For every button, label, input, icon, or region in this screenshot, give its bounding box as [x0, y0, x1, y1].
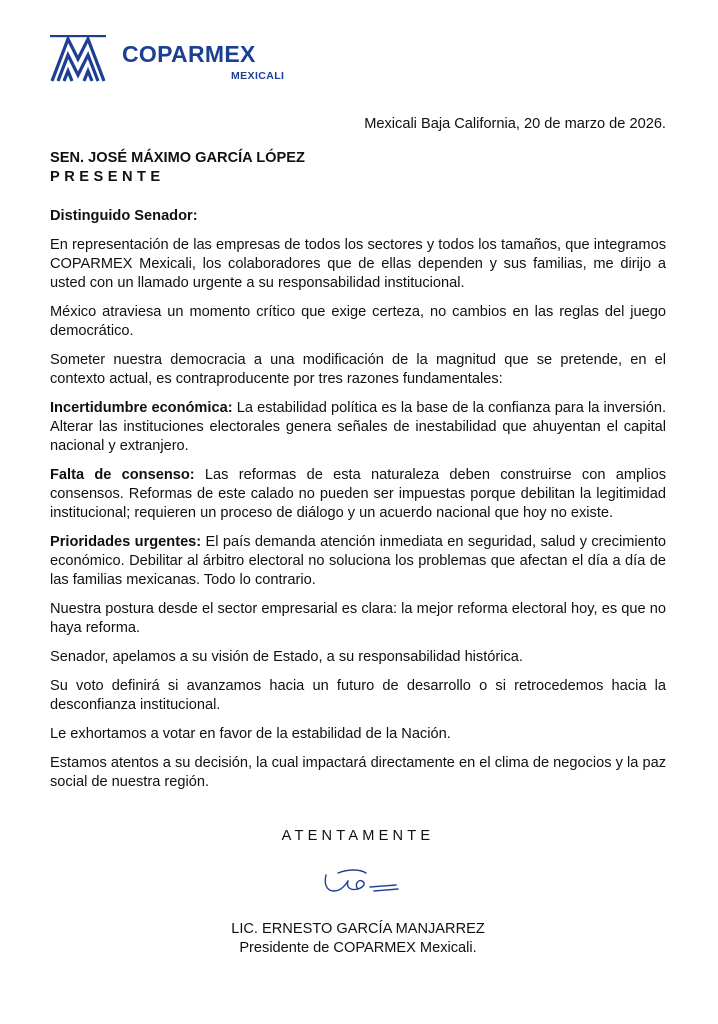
paragraph-text: Le exhortamos a votar en favor de la estabilidad de la Nación.	[50, 726, 451, 742]
presente-line: PRESENTE	[50, 169, 165, 185]
paragraph	[50, 466, 666, 523]
paragraph-text: Senador, apelamos a su visión de Estado, a su responsabilidad histórica.	[50, 649, 523, 665]
closing: ATENTAMENTE	[281, 828, 435, 844]
org-city: MEXICALI	[231, 70, 285, 82]
paragraph	[50, 236, 666, 293]
paragraph-lead: Incertidumbre económica:	[50, 400, 233, 416]
handwritten-signature	[318, 861, 408, 901]
salutation: Distinguido Senador:	[50, 208, 198, 224]
paragraph-text: Las reformas de esta naturaleza deben construirse con amplios consensos. Reformas de este calado no pueden ser impuestas porque debilitan la legitimidad institucional; requieren un proceso de diálogo y un acuerdo nacional que hoy no existe.	[50, 467, 666, 521]
paragraph	[50, 533, 666, 590]
paragraph-text: La estabilidad política es la base de la confianza para la inversión. Alterar las instituciones electorales genera señales de inestabilidad que ahuyentan el capital nacional y extranjero.	[50, 400, 666, 454]
coparmex-logo	[50, 33, 290, 88]
coparmex-emblem-icon	[50, 33, 106, 83]
paragraph-text: México atraviesa un momento crítico que exige certeza, no cambios en las reglas del juego democrático.	[50, 304, 666, 339]
paragraph	[50, 677, 666, 715]
paragraph-text: El país demanda atención inmediata en seguridad, salud y crecimiento económico. Debilitar al árbitro electoral no soluciona los problemas que afectan el día a día de las familias mexicanas. Todo lo contrario.	[50, 534, 666, 588]
paragraph	[50, 754, 666, 792]
letter-body	[50, 115, 666, 844]
paragraph-text: Estamos atentos a su decisión, la cual impactará directamente en el clima de negocios y la paz social de nuestra región.	[50, 755, 666, 790]
signer-name: LIC. ERNESTO GARCÍA MANJARREZ	[231, 921, 485, 937]
signer-block	[50, 920, 666, 958]
paragraph-text: En representación de las empresas de todos los sectores y todos los tamaños, que integramos COPARMEX Mexicali, los colaboradores que de ellas dependen y sus familias, me dirijo a usted con un llamado urgente a su responsabilidad institucional.	[50, 237, 666, 291]
addressee: SEN. JOSÉ MÁXIMO GARCÍA LÓPEZ	[50, 150, 305, 166]
place-date: Mexicali Baja California, 20 de marzo de 2026.	[364, 116, 666, 132]
paragraph	[50, 303, 666, 341]
paragraph-lead: Falta de consenso:	[50, 467, 195, 483]
paragraph-lead: Prioridades urgentes:	[50, 534, 202, 550]
paragraph	[50, 725, 666, 744]
paragraph-text: Su voto definirá si avanzamos hacia un futuro de desarrollo o si retrocedemos hacia la desconfianza institucional.	[50, 678, 666, 713]
paragraph-text: Nuestra postura desde el sector empresarial es clara: la mejor reforma electoral hoy, es que no haya reforma.	[50, 601, 666, 636]
paragraph	[50, 600, 666, 638]
paragraph	[50, 648, 666, 667]
signer-title: Presidente de COPARMEX Mexicali.	[239, 940, 477, 956]
paragraph	[50, 351, 666, 389]
org-name: COPARMEX	[122, 41, 256, 67]
paragraph-text: Someter nuestra democracia a una modificación de la magnitud que se pretende, en el contexto actual, es contraproducente por tres razones fundamentales:	[50, 352, 666, 387]
paragraph	[50, 399, 666, 456]
